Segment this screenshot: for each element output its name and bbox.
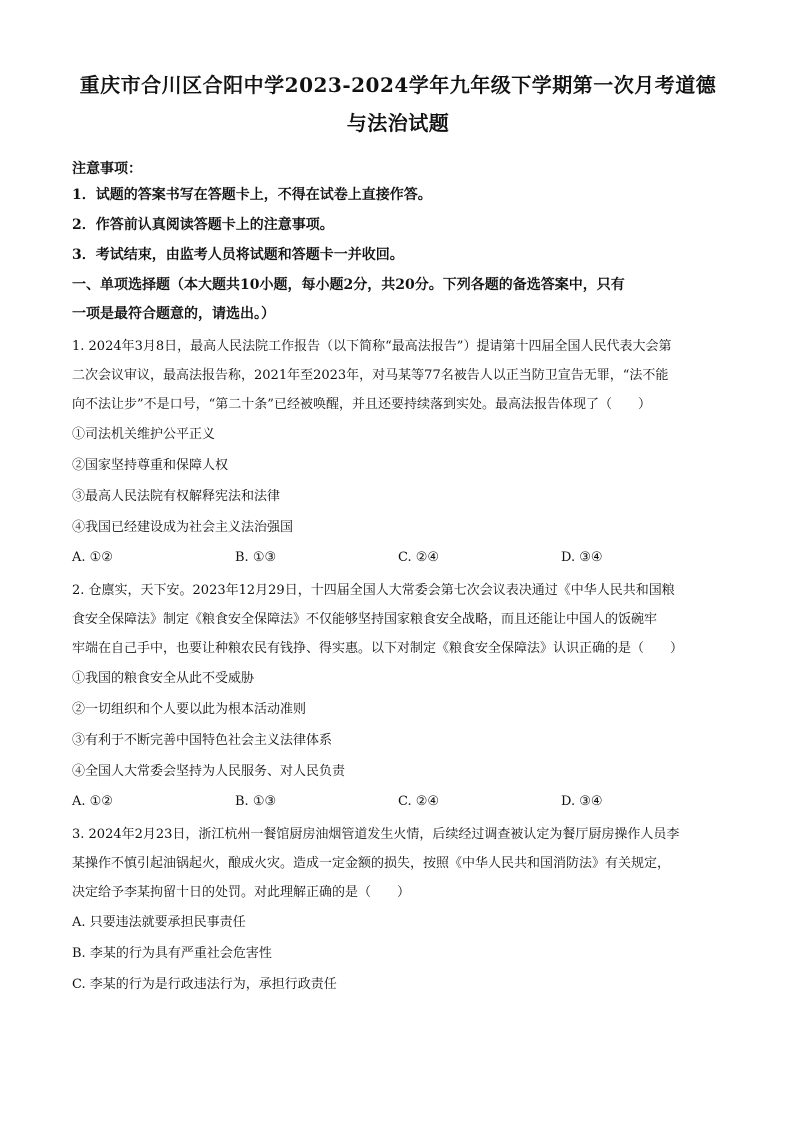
choice-c: C. ②④ — [398, 550, 440, 565]
question-2-choices — [72, 787, 724, 817]
question-1-choices — [72, 543, 724, 573]
notice-item: 2．作答前认真阅读答题卡上的注意事项。 — [72, 217, 334, 233]
stem-line: 1. 2024年3月8日，最高人民法院工作报告（以下简称“最高法报告”）提请第十四届全国人民代表大会第 — [72, 339, 672, 354]
stem-line: 决定给予李某拘留十日的处罚。对此理解正确的是（ ） — [72, 885, 411, 900]
title-line-2: 与法治试题 — [346, 111, 450, 135]
choice-d: D. ③④ — [561, 794, 603, 809]
stem-line: 某操作不慎引起油锅起火，酿成火灾。造成一定金额的损失，按照《中华人民共和国消防法》有关规定， — [72, 856, 671, 871]
question-2-stem — [72, 576, 724, 663]
statement: ③有利于不断完善中国特色社会主义法律体系 — [72, 733, 333, 748]
statement: ②国家坚持尊重和保障人权 — [72, 458, 229, 473]
stem-line: 2. 仓廪实，天下安。2023年12月29日，十四届全国人大常委会第七次会议表决通过《中华人民共和国粮 — [72, 583, 675, 598]
stem-line: 二次会议审议，最高法报告称，2021年至2023年，对马某等77名被告人以正当防卫宣告无罪，“法不能 — [72, 368, 669, 383]
option-a: A. 只要违法就要承担民事责任 — [72, 915, 246, 930]
choice-c: C. ②④ — [398, 794, 440, 809]
statement: ④全国人大常委会坚持为人民服务、对人民负责 — [72, 764, 346, 779]
choice-a: A. ①② — [72, 550, 113, 565]
question-3-stem — [72, 820, 724, 907]
title-line-1: 重庆市合川区合阳中学2023-2024学年九年级下学期第一次月考道德 — [79, 73, 717, 97]
choice-b: B. ①③ — [235, 550, 277, 565]
exam-title — [72, 66, 724, 142]
question-1 — [72, 332, 724, 573]
stem-line: 向不法让步”不是口号，“第二十条”已经被唤醒，并且还要持续落到实处。最高法报告体现了（ ） — [72, 397, 651, 412]
section-heading — [72, 271, 724, 329]
section-heading-line-2: 一项是最符合题意的，请选出。） — [72, 306, 275, 322]
question-3 — [72, 820, 724, 1000]
question-2 — [72, 576, 724, 817]
choice-a: A. ①② — [72, 794, 113, 809]
section-heading-line-1: 一、单项选择题（本大题共10小题，每小题2分，共20分。下列各题的备选答案中，只有 — [72, 277, 625, 293]
statement: ②一切组织和个人要以此为根本活动准则 — [72, 702, 307, 717]
notice-heading: 注意事项： — [72, 161, 142, 177]
statement: ③最高人民法院有权解释宪法和法律 — [72, 489, 281, 504]
statement: ④我国已经建设成为社会主义法治强国 — [72, 520, 294, 535]
question-1-stem — [72, 332, 724, 419]
notice-item: 3．考试结束，由监考人员将试题和答题卡一并收回。 — [72, 247, 404, 263]
option-b: B. 李某的行为具有严重社会危害性 — [72, 946, 272, 961]
option-c: C. 李某的行为是行政违法行为，承担行政责任 — [72, 977, 337, 992]
stem-line: 食安全保障法》制定《粮食安全保障法》不仅能够坚持国家粮食安全战略，而且还能让中国人的饭碗牢 — [72, 612, 658, 627]
stem-line: 3. 2024年2月23日，浙江杭州一餐馆厨房油烟管道发生火情，后续经过调查被认定为餐厅厨房操作人员李 — [72, 827, 680, 842]
choice-b: B. ①③ — [235, 794, 277, 809]
notice-item: 1．试题的答案书写在答题卡上，不得在试卷上直接作答。 — [72, 187, 432, 203]
statement: ①司法机关维护公平正义 — [72, 427, 216, 442]
stem-line: 牢端在自己手中，也要让种粮农民有钱挣、得实惠。以下对制定《粮食安全保障法》认识正确的是（ ） — [72, 641, 684, 656]
choice-d: D. ③④ — [561, 550, 603, 565]
exam-page — [72, 66, 724, 1000]
statement: ①我国的粮食安全从此不受威胁 — [72, 671, 255, 686]
